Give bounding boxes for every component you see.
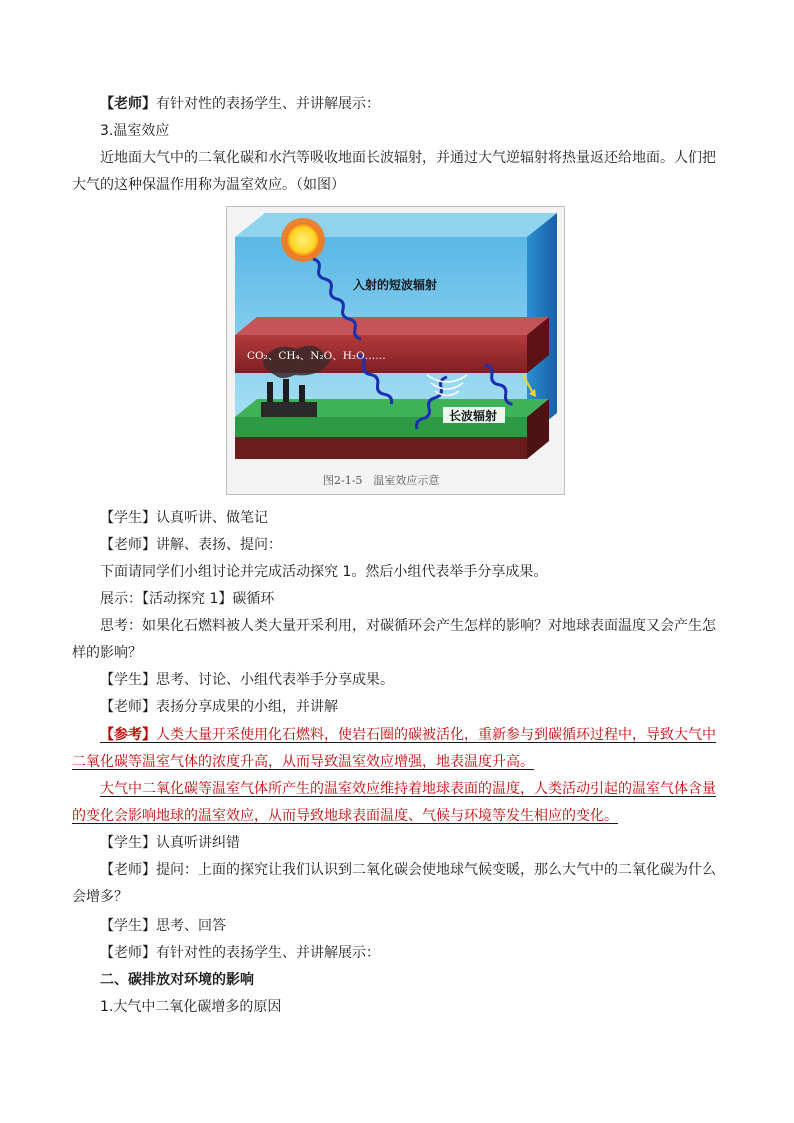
reference-answer-line-2: 二氧化碳等温室气体的浓度升高，从而导致温室效应增强，地表温度升高。 — [72, 754, 534, 770]
paragraph-teacher-explain: 【老师】讲解、表扬、提问： — [100, 537, 282, 553]
label-shortwave: 入射的短波辐射 — [353, 278, 438, 292]
paragraph-greenhouse-def-2: 大气的这种保温作用称为温室效应。（如图） — [72, 177, 345, 193]
section-heading-carbon-emission: 二、碳排放对环境的影响 — [100, 972, 254, 988]
paragraph-think-1: 思考：如果化石燃料被人类大量开采利用，对碳循环会产生怎样的影响？对地球表面温度又会产生怎 — [100, 618, 716, 634]
role-tag: 【老师】 — [100, 96, 156, 112]
greenhouse-diagram — [227, 207, 564, 494]
reference-answer-line-1 — [100, 722, 724, 749]
text: 有针对性的表扬学生、并讲解展示： — [156, 96, 380, 112]
greenhouse-layer-top — [235, 317, 549, 335]
sun-icon — [281, 218, 325, 262]
paragraph-greenhouse-def-1: 近地面大气中的二氧化碳和水汽等吸收地面长波辐射，并通过大气逆辐射将热量返还给地面。人们把 — [100, 150, 716, 166]
paragraph-student-answer: 【学生】思考、回答 — [100, 918, 226, 934]
paragraph-student-notes: 【学生】认真听讲、做笔记 — [100, 510, 268, 526]
paragraph-teacher-question-1: 【老师】提问：上面的探究让我们认识到二氧化碳会使地球气候变暖，那么大气中的二氧化碳为什么 — [100, 862, 716, 878]
subheading-co2-increase: 1.大气中二氧化碳增多的原因 — [100, 999, 282, 1015]
paragraph-teacher-praise-2: 【老师】有针对性的表扬学生、并讲解展示： — [100, 945, 380, 961]
reference-answer-line-3: 大气中二氧化碳等温室气体所产生的温室效应维持着地球表面的温度，人类活动引起的温室气体含量 — [100, 781, 716, 797]
paragraph-teacher-praise — [100, 91, 724, 118]
paragraph-teacher-praise-group: 【老师】表扬分享成果的小组，并讲解 — [100, 699, 338, 715]
label-longwave: 长波辐射 — [449, 409, 498, 423]
ground-soil — [235, 437, 527, 459]
figure-caption: 图2-1-5 温室效应示意 — [323, 474, 440, 487]
reference-tag: 【参考】 — [100, 727, 156, 743]
reference-answer-line-4: 的变化会影响地球的温室效应，从而导致地球表面温度、气候与环境等发生相应的变化。 — [72, 808, 618, 824]
reference-text: 人类大量开采使用化石燃料，使岩石圈的碳被活化，重新参与到碳循环过程中，导致大气中 — [156, 727, 716, 743]
paragraph-teacher-question-2: 会增多？ — [72, 889, 128, 905]
greenhouse-effect-figure — [226, 206, 565, 495]
label-greenhouse-gases: CO₂、CH₄、N₂O、H₂O…… — [247, 350, 386, 362]
paragraph-group-discussion: 下面请同学们小组讨论并完成活动探究 1。然后小组代表举手分享成果。 — [100, 564, 548, 580]
paragraph-student-correct: 【学生】认真听讲纠错 — [100, 835, 240, 851]
paragraph-think-2: 样的影响？ — [72, 645, 142, 661]
paragraph-student-share: 【学生】思考、讨论、小组代表举手分享成果。 — [100, 672, 394, 688]
heading-greenhouse-effect: 3.温室效应 — [100, 123, 170, 139]
paragraph-activity-title: 展示：【活动探究 1】碳循环 — [100, 591, 275, 607]
